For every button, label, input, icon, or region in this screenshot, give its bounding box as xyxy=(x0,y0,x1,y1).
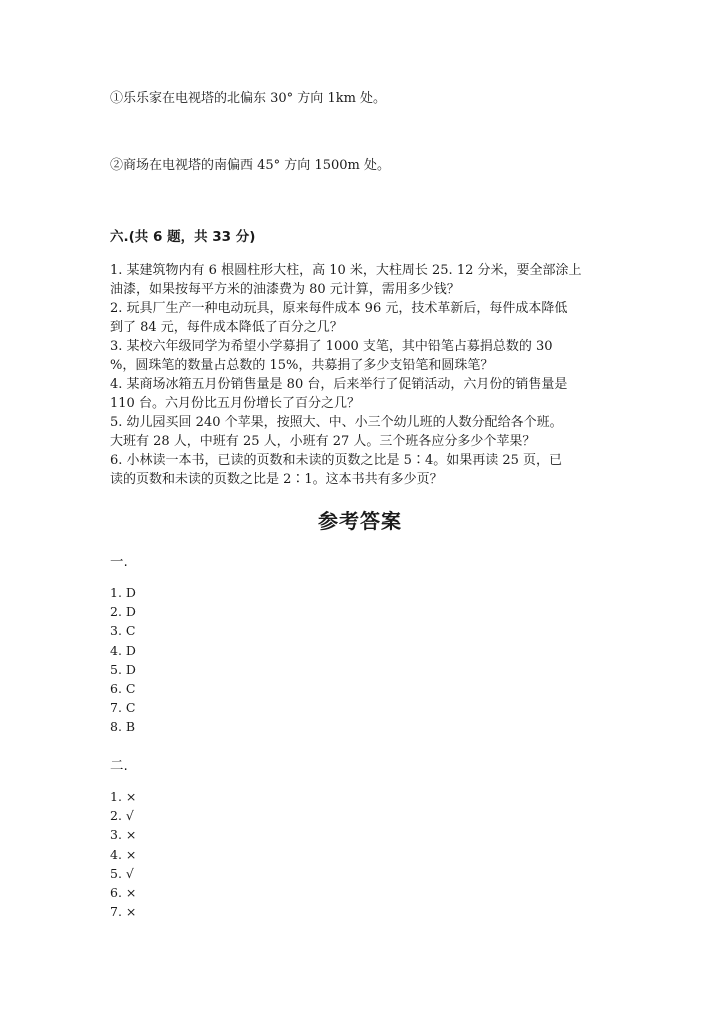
answer-item: 5. √ xyxy=(110,865,134,881)
answer-item: 7. × xyxy=(110,904,137,920)
question-line: 5. 幼儿园买回 240 个苹果，按照大、中、小三个幼儿班的人数分配给各个班。 xyxy=(110,415,563,430)
part-1-heading: 一. xyxy=(110,554,128,570)
part-2-heading: 二. xyxy=(110,758,128,774)
question-line: %，圆珠笔的数量占总数的 15%，共募捐了多少支铅笔和圆珠笔？ xyxy=(110,358,494,373)
question-line: 3. 某校六年级同学为希望小学募捐了 1000 支笔，其中铅笔占募捐总数的 30 xyxy=(110,339,553,354)
answer-item: 6. × xyxy=(110,885,137,901)
question-line: 1. 某建筑物内有 6 根圆柱形大柱，高 10 米，大柱周长 25. 12 分米，要全部涂上 xyxy=(110,263,582,278)
question-line: 2. 玩具厂生产一种电动玩具，原来每件成本 96 元，技术革新后，每件成本降低 xyxy=(110,301,568,316)
section-6-heading: 六.(共 6 题，共 33 分) xyxy=(110,229,256,245)
part-1-answers xyxy=(110,583,136,737)
question-line: 油漆，如果按每平方米的油漆费为 80 元计算，需用多少钱？ xyxy=(110,282,460,297)
question-line: 6. 小林读一本书，已读的页数和未读的页数之比是 5∶4。如果再读 25 页，已 xyxy=(110,453,563,468)
question-line: 到了 84 元，每件成本降低了百分之几？ xyxy=(110,320,343,335)
answer-title: 参考答案 xyxy=(318,509,402,533)
answer-item: 4. × xyxy=(110,846,137,862)
answer-item: 2. √ xyxy=(110,808,134,824)
question-line: 110 台。六月份比五月份增长了百分之几？ xyxy=(110,396,360,411)
answer-item: 1. × xyxy=(110,789,137,804)
position-item-1: ①乐乐家在电视塔的北偏东 30° 方向 1km 处。 xyxy=(110,91,387,106)
answer-item: 3. × xyxy=(110,827,137,843)
answer-item: 7. C xyxy=(110,700,136,716)
part-2-answers xyxy=(110,787,136,921)
question-line: 4. 某商场冰箱五月份销售量是 80 台，后来举行了促销活动，六月份的销售量是 xyxy=(110,377,568,392)
answer-item: 8. B xyxy=(110,719,136,735)
answer-item: 4. D xyxy=(110,642,136,658)
question-line: 读的页数和未读的页数之比是 2∶1。这本书共有多少页？ xyxy=(110,472,443,487)
answer-item: 6. C xyxy=(110,681,136,697)
answer-item: 5. D xyxy=(110,661,136,677)
position-item-2: ②商场在电视塔的南偏西 45° 方向 1500m 处。 xyxy=(110,158,390,173)
answer-item: 2. D xyxy=(110,604,136,620)
answer-item: 3. C xyxy=(110,623,136,639)
answer-item: 1. D xyxy=(110,585,136,600)
question-line: 大班有 28 人，中班有 25 人，小班有 27 人。三个班各应分多少个苹果？ xyxy=(110,434,536,449)
